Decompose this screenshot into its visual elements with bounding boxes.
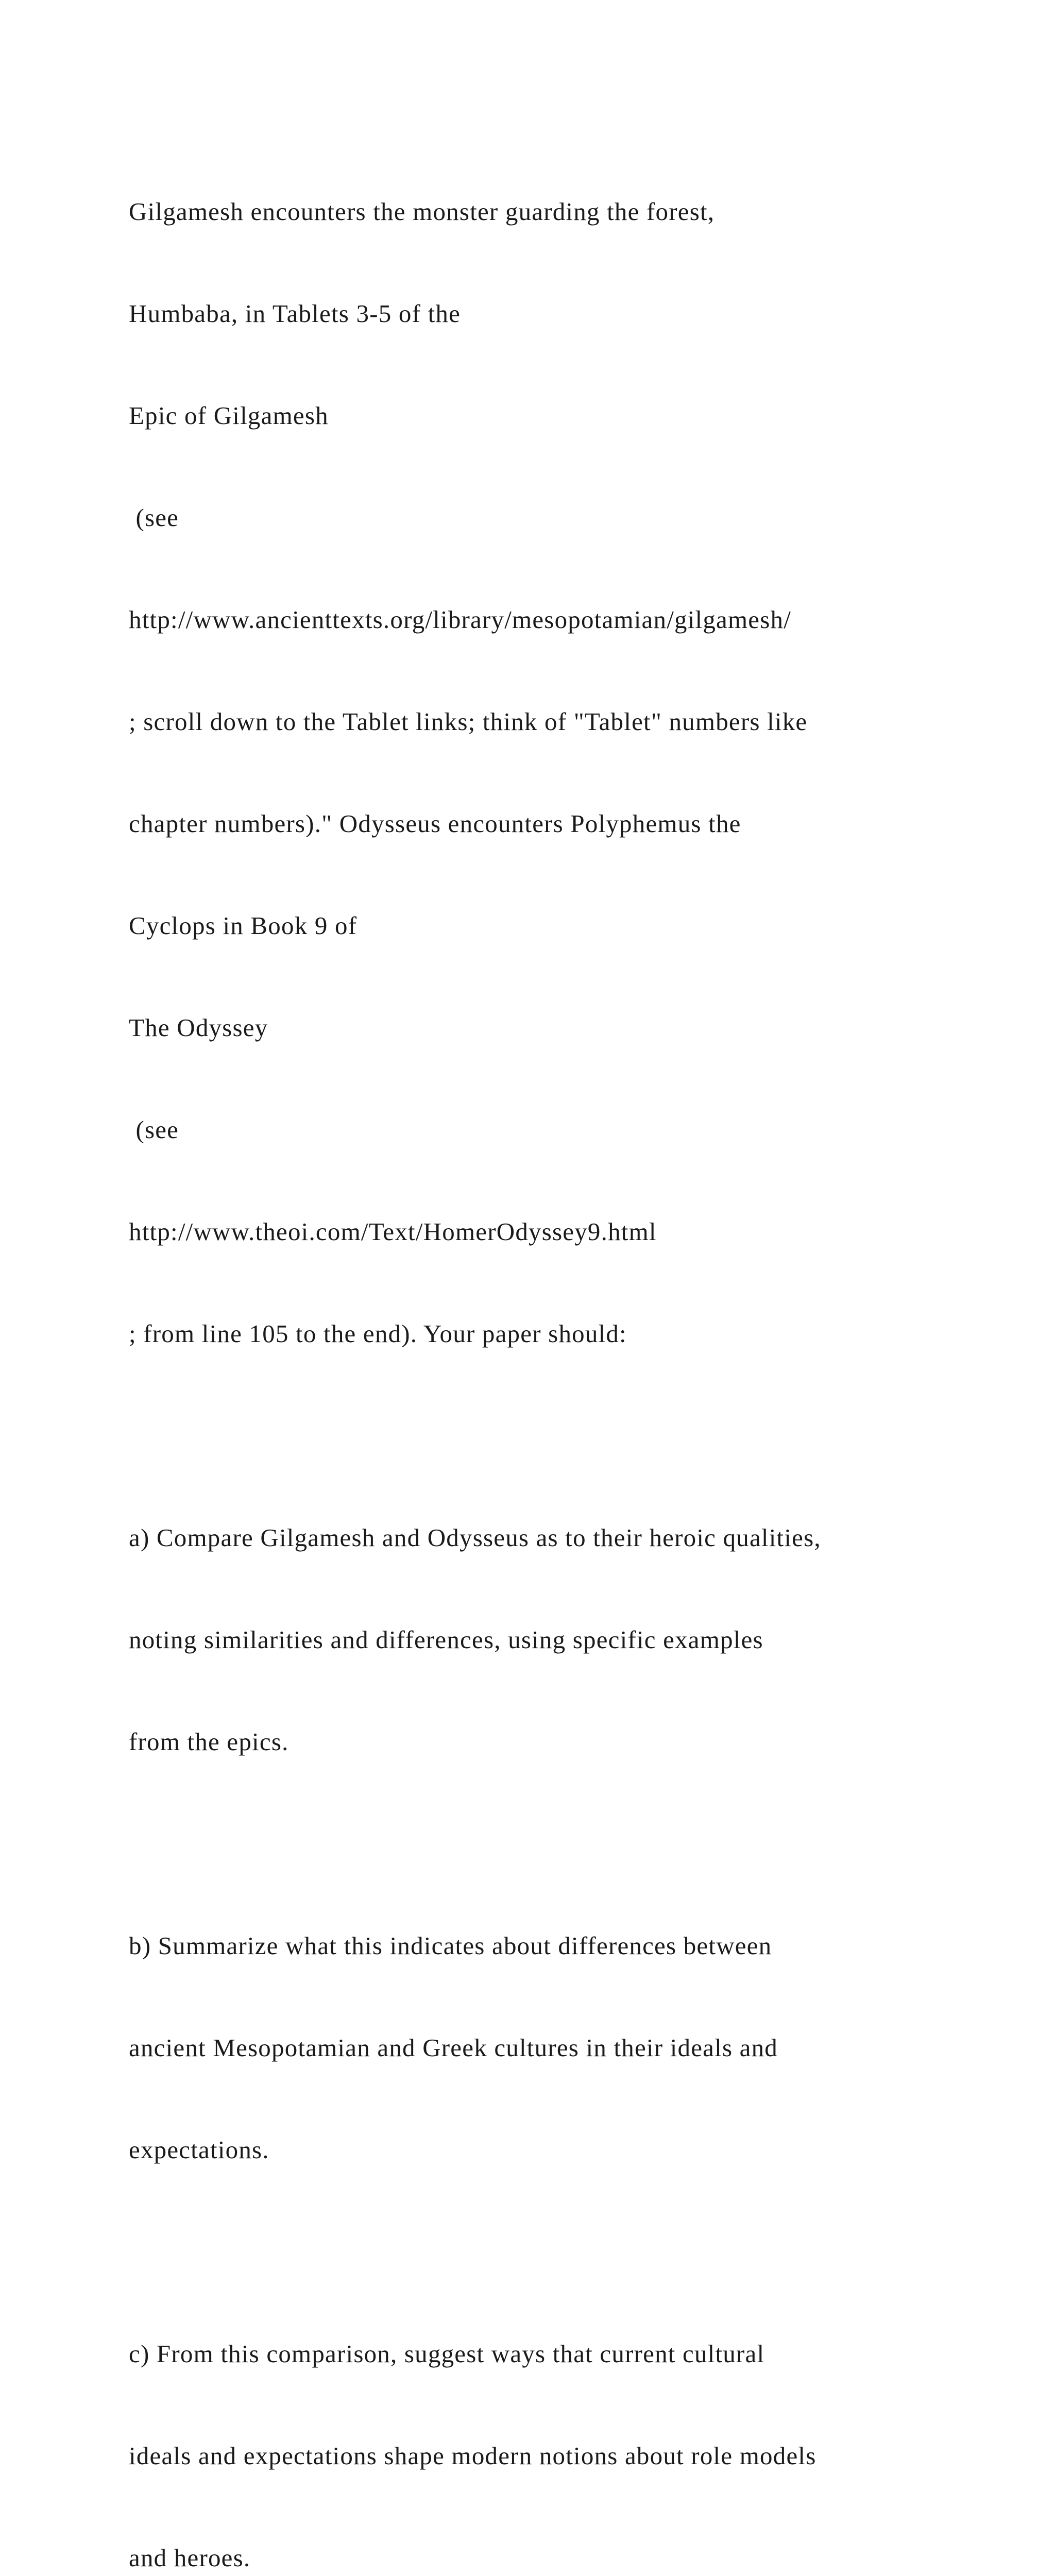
text-line: Gilgamesh encounters the monster guarding the forest, (129, 197, 715, 226)
text-line: (see (129, 1115, 179, 1144)
text-line: Epic of Gilgamesh (129, 401, 329, 430)
text-line: (see (129, 503, 179, 532)
text-line: ; from line 105 to the end). Your paper should: (129, 1319, 627, 1348)
text-line: b) Summarize what this indicates about differences between (129, 1931, 772, 1960)
text-line: c) From this comparison, suggest ways that current cultural (129, 2340, 765, 2368)
text-line: ancient Mesopotamian and Greek cultures in their ideals and (129, 2033, 778, 2062)
text-line: expectations. (129, 2136, 269, 2164)
blank-line (129, 2235, 1005, 2269)
text-line: a) Compare Gilgamesh and Odysseus as to their heroic qualities, (129, 1523, 821, 1552)
link-ancienttexts[interactable]: http://www.ancienttexts.org/library/mesopotamian/gilgamesh/ (129, 605, 792, 634)
text-line: The Odyssey (129, 1013, 268, 1042)
text-line: Cyclops in Book 9 of (129, 911, 358, 940)
text-line: from the epics. (129, 1727, 289, 1756)
text-line: and heroes. (129, 2544, 251, 2572)
text-line: ; scroll down to the Tablet links; think of "Tablet" numbers like (129, 707, 808, 736)
document-body (129, 127, 1005, 2576)
text-line: chapter numbers)." Odysseus encounters Polyphemus the (129, 809, 741, 838)
text-line: Humbaba, in Tablets 3-5 of the (129, 299, 461, 328)
text-line: noting similarities and differences, using specific examples (129, 1625, 763, 1654)
blank-line (129, 1419, 1005, 1453)
text-line: ideals and expectations shape modern notions about role models (129, 2442, 816, 2470)
blank-line (129, 1827, 1005, 1861)
link-theoi[interactable]: http://www.theoi.com/Text/HomerOdyssey9.html (129, 1217, 657, 1246)
